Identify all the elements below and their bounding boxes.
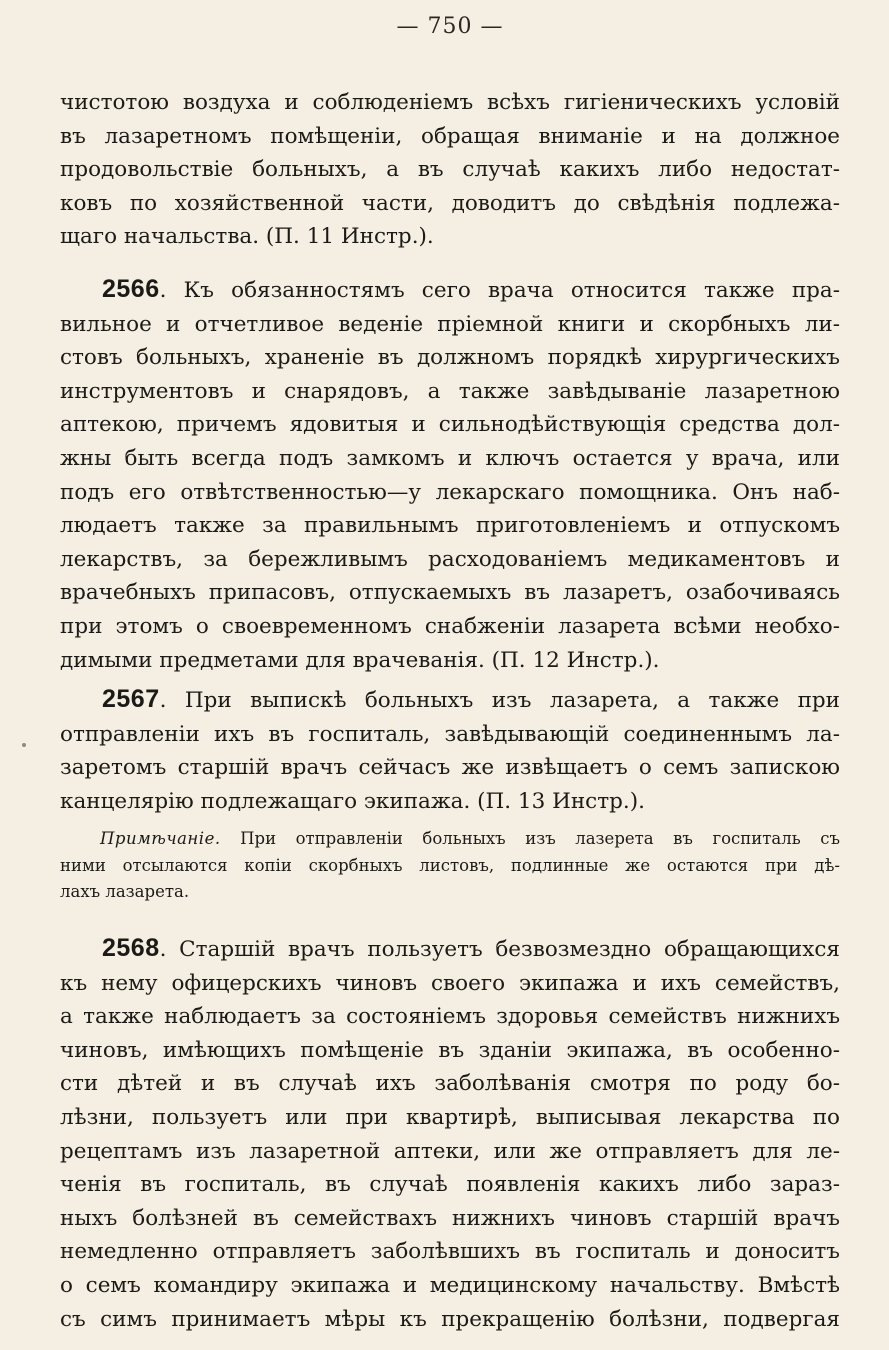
text-line: лѣзни, пользуетъ или при квартирѣ, выписывая лекарства по [60,1104,840,1130]
margin-speck [22,743,26,747]
text-line: жны быть всегда подъ замкомъ и ключъ остается у врача, или [60,445,840,471]
text-line: рецептамъ изъ лазаретной аптеки, или же отправляетъ для ле- [60,1138,840,1164]
text-line: врачебныхъ припасовъ, отпускаемыхъ въ лазаретъ, озабочиваясь [60,580,840,606]
text-line: ченія въ госпиталь, въ случаѣ появленія какихъ либо зараз- [60,1172,840,1198]
text-line: чистотою воздуха и соблюденіемъ всѣхъ гигіеническихъ условій [60,90,840,115]
text-line: немедленно отправляетъ заболѣвшихъ въ госпиталь и доноситъ [60,1239,840,1265]
note-line [60,826,840,853]
text-line: съ симъ принимаетъ мѣры къ прекращенію болѣзни, подвергая [60,1306,840,1332]
note-line: ними отсылаются копіи скорбныхъ листовъ, подлинные же остаются при дѣ- [60,855,840,875]
text-line [60,932,840,967]
text-line: ковъ по хозяйственной части, доводитъ до свѣдѣнія подлежа- [60,190,840,216]
article-number: 2566 [102,274,160,303]
article-number: 2567 [102,685,160,714]
text-line-content: . Къ обязанностямъ сего врача относится также пра- [159,277,840,303]
text-line: ныхъ болѣзней въ семействахъ нижнихъ чиновъ старшій врачъ [60,1205,840,1231]
text-line [60,273,840,308]
page-number: — 750 — [396,14,504,39]
paragraph-continuation [60,86,840,254]
paragraph-2566 [60,273,840,677]
footnote-remark [60,826,840,906]
text-line: инструментовъ и снарядовъ, а также завѣдываніе лазаретною [60,378,840,404]
text-line: димыми предметами для врачеванія. (П. 12 Инстр.). [60,647,660,673]
text-line: щаго начальства. (П. 11 Инстр.). [60,224,434,250]
text-line: людаетъ также за правильнымъ приготовленіемъ и отпускомъ [60,513,840,539]
text-line: аптекою, причемъ ядовитыя и сильнодѣйствующія средства дол- [60,412,840,438]
text-line: канцелярію подлежащаго экипажа. (П. 13 Инстр.). [60,788,645,814]
text-line: стовъ больныхъ, храненіе въ должномъ порядкѣ хирургическихъ [60,345,840,371]
text-line: продовольствіе больныхъ, а въ случаѣ какихъ либо недостат- [60,157,840,183]
text-line: а также наблюдаетъ за состояніемъ здоровья семействъ нижнихъ [60,1004,840,1030]
text-line: подъ его отвѣтственностью—у лекарскаго помощника. Онъ наб- [60,479,840,505]
text-line: лекарствъ, за бережливымъ расходованіемъ медикаментовъ и [60,546,840,572]
text-line: о семъ командиру экипажа и медицинскому начальству. Вмѣстѣ [60,1272,840,1298]
text-line: къ нему офицерскихъ чиновъ своего экипажа и ихъ семействъ, [60,970,840,996]
note-line-content: При отправленіи больныхъ изъ лазерета въ госпиталь съ [220,829,840,849]
article-number: 2568 [102,933,160,962]
text-line-content: . Старшій врачъ пользуетъ безвозмездно обращающихся [159,936,840,962]
text-line: чиновъ, имѣющихъ помѣщеніе въ зданіи экипажа, въ особенно- [60,1037,840,1063]
note-label: Примѣчаніе. [100,829,221,849]
text-line: вильное и отчетливое веденіе пріемной книги и скорбныхъ ли- [60,311,840,337]
text-line: сти дѣтей и въ случаѣ ихъ заболѣванія смотря по роду бо- [60,1071,840,1097]
paragraph-2568 [60,932,840,1336]
text-line-content: . При выпискѣ больныхъ изъ лазарета, а также при [159,688,840,714]
note-line: лахъ лазарета. [60,882,190,902]
text-line: отправленіи ихъ въ госпиталь, завѣдывающій соединеннымъ ла- [60,721,840,747]
paragraph-2567 [60,683,840,818]
text-line: при этомъ о своевременномъ снабженіи лазарета всѣми необхо- [60,613,840,639]
text-line: заретомъ старшій врачъ сейчасъ же извѣщаетъ о семъ запискою [60,755,840,781]
text-line: въ лазаретномъ помѣщеніи, обращая вниманіе и на должное [60,123,840,149]
book-page [60,12,840,1336]
text-line [60,683,840,718]
